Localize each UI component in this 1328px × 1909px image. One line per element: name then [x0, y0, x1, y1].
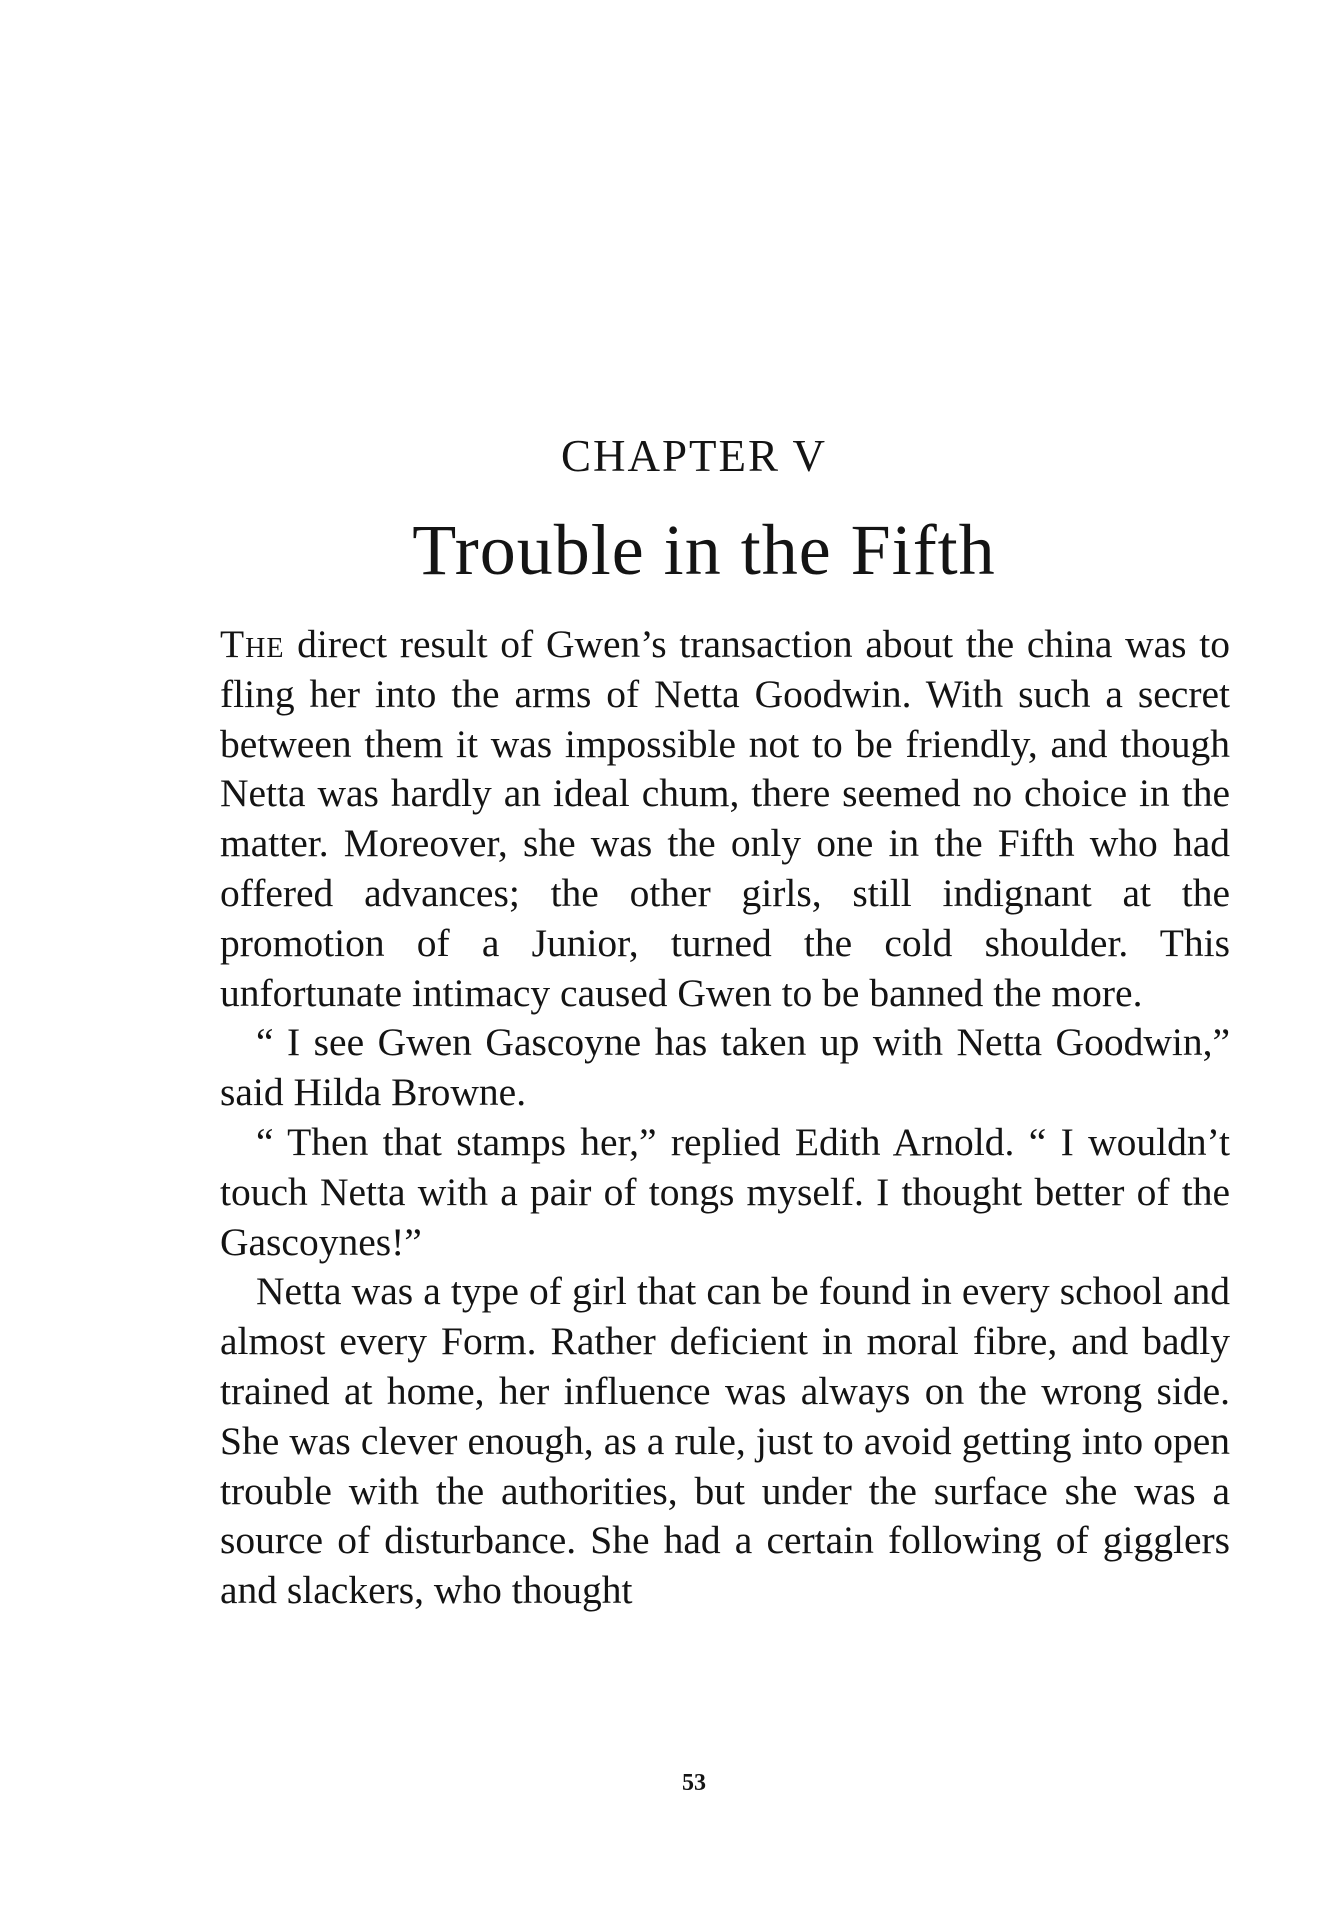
paragraph [220, 620, 1230, 1018]
paragraph: “ I see Gwen Gascoyne has taken up with Netta Goodwin,” said Hilda Browne. [220, 1020, 1230, 1115]
paragraph: Netta was a type of girl that can be found in every school and almost every Form. Rather deficient in moral fibre, and badly trained at home, her influence was always on the wrong side. She was clever enough, as a rule, just to avoid getting into open trouble with the authorities, but under the surface she was a source of disturbance. She had a certain following of gigglers and slackers, who thought [220, 1269, 1230, 1613]
paragraph: “ Then that stamps her,” replied Edith Arnold. “ I wouldn’t touch Netta with a pair of tongs myself. I thought better of the Gascoynes!” [220, 1119, 1230, 1264]
paragraph-lead-word: The [220, 622, 285, 666]
chapter-title: Trouble in the Fifth [412, 510, 996, 590]
paragraph-text: direct result of Gwen’s transaction about the china was to fling her into the arms of Netta Goodwin. With such a secret between them it was impossible not to be friendly, and though Netta was hardly an ideal chum, there seemed no choice in the matter. Moreover, she was the only one in the Fifth who had offered advances; the other girls, still indignant at the promotion of a Junior, turned the cold shoulder. This unfortunate intimacy caused Gwen to be banned the more. [220, 622, 1230, 1015]
page-number: 53 [682, 1770, 706, 1796]
chapter-label: CHAPTER V [561, 431, 827, 481]
body-text [220, 620, 1230, 1616]
